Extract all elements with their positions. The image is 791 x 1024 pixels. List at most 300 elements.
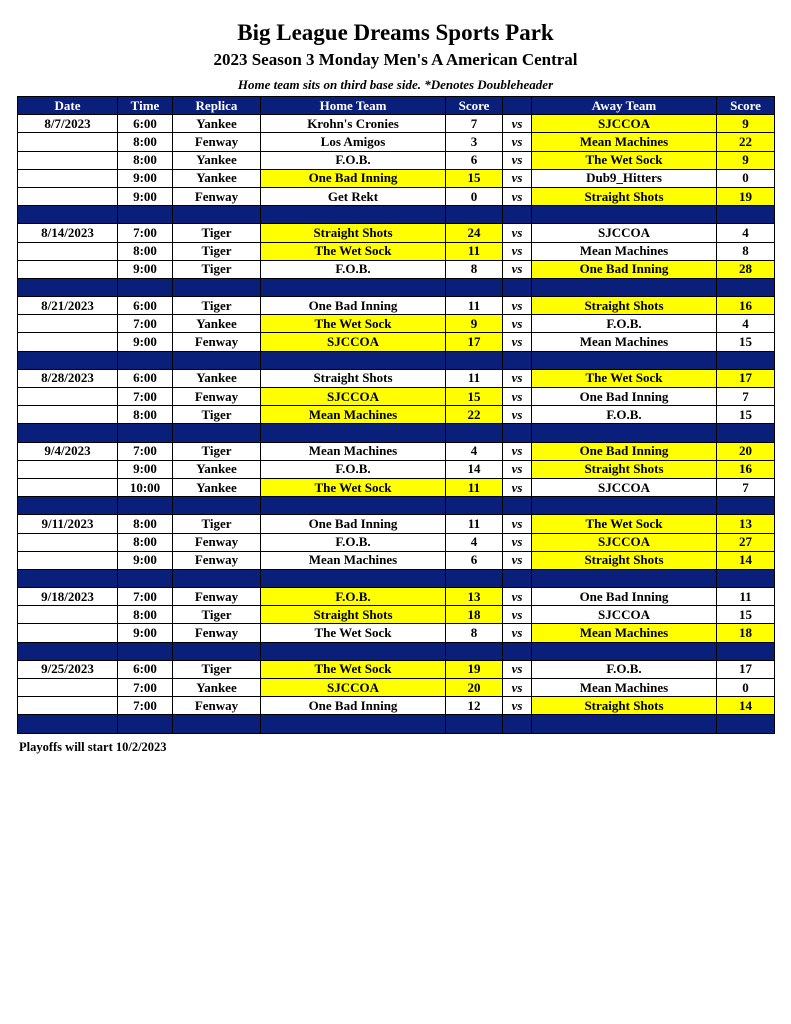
home-score-cell: 22 — [446, 406, 503, 424]
vs-cell: vs — [503, 260, 532, 278]
home-score-cell: 11 — [446, 369, 503, 387]
field-cell: Fenway — [173, 187, 261, 205]
separator-cell — [173, 715, 261, 733]
away-score-cell: 22 — [717, 133, 775, 151]
home-score-cell: 20 — [446, 679, 503, 697]
date-cell — [18, 388, 118, 406]
date-cell — [18, 169, 118, 187]
away-team-cell: SJCCOA — [532, 115, 717, 133]
separator-cell — [503, 715, 532, 733]
away-score-cell: 16 — [717, 297, 775, 315]
separator-cell — [18, 642, 118, 660]
separator-cell — [532, 424, 717, 442]
home-team-cell: SJCCOA — [261, 333, 446, 351]
game-row — [18, 242, 775, 260]
separator-cell — [717, 206, 775, 224]
away-score-cell: 9 — [717, 151, 775, 169]
vs-cell: vs — [503, 388, 532, 406]
time-cell: 6:00 — [118, 115, 173, 133]
week-separator — [18, 497, 775, 515]
vs-cell: vs — [503, 406, 532, 424]
field-cell: Yankee — [173, 315, 261, 333]
away-score-cell: 0 — [717, 169, 775, 187]
vs-cell: vs — [503, 588, 532, 606]
home-team-cell: The Wet Sock — [261, 660, 446, 678]
date-cell — [18, 406, 118, 424]
away-team-cell: Mean Machines — [532, 624, 717, 642]
separator-cell — [118, 715, 173, 733]
separator-cell — [446, 278, 503, 296]
vs-cell: vs — [503, 442, 532, 460]
home-score-cell: 11 — [446, 297, 503, 315]
vs-cell: vs — [503, 169, 532, 187]
time-cell: 10:00 — [118, 478, 173, 496]
date-cell: 9/25/2023 — [18, 660, 118, 678]
vs-cell: vs — [503, 679, 532, 697]
separator-cell — [18, 497, 118, 515]
home-team-cell: Straight Shots — [261, 224, 446, 242]
away-score-cell: 14 — [717, 551, 775, 569]
game-row — [18, 297, 775, 315]
home-team-cell: Los Amigos — [261, 133, 446, 151]
separator-cell — [717, 569, 775, 587]
time-cell: 9:00 — [118, 260, 173, 278]
home-team-cell: F.O.B. — [261, 460, 446, 478]
date-cell — [18, 187, 118, 205]
column-header-away-team: Away Team — [532, 97, 717, 115]
away-team-cell: Dub9_Hitters — [532, 169, 717, 187]
vs-cell: vs — [503, 660, 532, 678]
separator-cell — [18, 715, 118, 733]
game-row — [18, 406, 775, 424]
field-cell: Fenway — [173, 624, 261, 642]
week-separator — [18, 351, 775, 369]
home-score-cell: 9 — [446, 315, 503, 333]
week-separator — [18, 424, 775, 442]
game-row — [18, 442, 775, 460]
game-row — [18, 315, 775, 333]
separator-cell — [118, 569, 173, 587]
date-cell — [18, 697, 118, 715]
date-cell: 9/18/2023 — [18, 588, 118, 606]
time-cell: 7:00 — [118, 588, 173, 606]
vs-cell: vs — [503, 115, 532, 133]
home-score-cell: 14 — [446, 460, 503, 478]
separator-cell — [503, 278, 532, 296]
away-team-cell: Mean Machines — [532, 333, 717, 351]
away-score-cell: 14 — [717, 697, 775, 715]
home-score-cell: 12 — [446, 697, 503, 715]
home-team-cell: Mean Machines — [261, 442, 446, 460]
separator-cell — [173, 424, 261, 442]
time-cell: 8:00 — [118, 533, 173, 551]
separator-cell — [446, 497, 503, 515]
home-score-cell: 11 — [446, 242, 503, 260]
game-row — [18, 533, 775, 551]
away-score-cell: 15 — [717, 406, 775, 424]
game-row — [18, 260, 775, 278]
date-cell — [18, 624, 118, 642]
field-cell: Tiger — [173, 224, 261, 242]
home-team-cell: Krohn's Cronies — [261, 115, 446, 133]
time-cell: 7:00 — [118, 442, 173, 460]
date-cell — [18, 533, 118, 551]
field-cell: Fenway — [173, 388, 261, 406]
home-score-cell: 7 — [446, 115, 503, 133]
away-score-cell: 27 — [717, 533, 775, 551]
away-team-cell: One Bad Inning — [532, 588, 717, 606]
time-cell: 8:00 — [118, 406, 173, 424]
game-row — [18, 133, 775, 151]
time-cell: 9:00 — [118, 169, 173, 187]
game-row — [18, 551, 775, 569]
away-team-cell: One Bad Inning — [532, 442, 717, 460]
week-separator — [18, 569, 775, 587]
home-team-cell: F.O.B. — [261, 260, 446, 278]
time-cell: 8:00 — [118, 242, 173, 260]
away-team-cell: The Wet Sock — [532, 369, 717, 387]
vs-cell: vs — [503, 151, 532, 169]
field-cell: Yankee — [173, 151, 261, 169]
vs-cell: vs — [503, 297, 532, 315]
separator-cell — [446, 351, 503, 369]
home-team-cell: SJCCOA — [261, 388, 446, 406]
home-team-cell: SJCCOA — [261, 679, 446, 697]
home-team-cell: One Bad Inning — [261, 169, 446, 187]
week-separator — [18, 642, 775, 660]
week-separator — [18, 715, 775, 733]
separator-cell — [717, 351, 775, 369]
home-team-cell: F.O.B. — [261, 151, 446, 169]
away-score-cell: 7 — [717, 388, 775, 406]
away-score-cell: 28 — [717, 260, 775, 278]
date-cell — [18, 151, 118, 169]
separator-cell — [118, 497, 173, 515]
time-cell: 9:00 — [118, 333, 173, 351]
away-score-cell: 17 — [717, 660, 775, 678]
home-team-cell: F.O.B. — [261, 533, 446, 551]
header-row — [18, 97, 775, 115]
field-cell: Tiger — [173, 260, 261, 278]
field-cell: Tiger — [173, 606, 261, 624]
away-team-cell: Mean Machines — [532, 242, 717, 260]
away-team-cell: Mean Machines — [532, 679, 717, 697]
away-score-cell: 11 — [717, 588, 775, 606]
date-cell — [18, 133, 118, 151]
away-team-cell: SJCCOA — [532, 606, 717, 624]
away-score-cell: 15 — [717, 333, 775, 351]
time-cell: 6:00 — [118, 297, 173, 315]
separator-cell — [261, 278, 446, 296]
separator-cell — [18, 351, 118, 369]
column-header-time: Time — [118, 97, 173, 115]
home-team-cell: Mean Machines — [261, 406, 446, 424]
game-row — [18, 697, 775, 715]
home-team-cell: Get Rekt — [261, 187, 446, 205]
time-cell: 6:00 — [118, 369, 173, 387]
field-cell: Fenway — [173, 333, 261, 351]
separator-cell — [18, 278, 118, 296]
separator-cell — [118, 206, 173, 224]
separator-cell — [717, 497, 775, 515]
date-cell: 8/21/2023 — [18, 297, 118, 315]
field-cell: Yankee — [173, 460, 261, 478]
separator-cell — [446, 642, 503, 660]
game-row — [18, 588, 775, 606]
home-team-cell: The Wet Sock — [261, 315, 446, 333]
home-score-cell: 0 — [446, 187, 503, 205]
game-row — [18, 679, 775, 697]
field-cell: Fenway — [173, 551, 261, 569]
vs-cell: vs — [503, 187, 532, 205]
game-row — [18, 460, 775, 478]
away-score-cell: 13 — [717, 515, 775, 533]
game-row — [18, 333, 775, 351]
separator-cell — [532, 642, 717, 660]
separator-cell — [261, 569, 446, 587]
schedule-body — [18, 115, 775, 733]
date-cell — [18, 679, 118, 697]
game-row — [18, 515, 775, 533]
vs-cell: vs — [503, 224, 532, 242]
separator-cell — [261, 715, 446, 733]
separator-cell — [446, 424, 503, 442]
game-row — [18, 660, 775, 678]
separator-cell — [446, 715, 503, 733]
separator-cell — [532, 569, 717, 587]
date-cell — [18, 551, 118, 569]
away-score-cell: 8 — [717, 242, 775, 260]
separator-cell — [446, 206, 503, 224]
home-team-cell: Straight Shots — [261, 369, 446, 387]
separator-cell — [173, 642, 261, 660]
field-cell: Tiger — [173, 297, 261, 315]
date-cell: 9/4/2023 — [18, 442, 118, 460]
separator-cell — [503, 424, 532, 442]
separator-cell — [717, 278, 775, 296]
home-team-cell: One Bad Inning — [261, 515, 446, 533]
week-separator — [18, 206, 775, 224]
home-team-cell: F.O.B. — [261, 588, 446, 606]
home-team-cell: Straight Shots — [261, 606, 446, 624]
time-cell: 6:00 — [118, 660, 173, 678]
schedule-note: Home team sits on third base side. *Denotes Doubleheader — [237, 77, 554, 92]
field-cell: Tiger — [173, 660, 261, 678]
game-row — [18, 224, 775, 242]
field-cell: Tiger — [173, 406, 261, 424]
away-score-cell: 20 — [717, 442, 775, 460]
vs-cell: vs — [503, 533, 532, 551]
game-row — [18, 624, 775, 642]
week-separator — [18, 278, 775, 296]
separator-cell — [503, 569, 532, 587]
away-score-cell: 15 — [717, 606, 775, 624]
time-cell: 7:00 — [118, 224, 173, 242]
home-team-cell: The Wet Sock — [261, 478, 446, 496]
away-team-cell: SJCCOA — [532, 478, 717, 496]
separator-cell — [532, 206, 717, 224]
vs-cell: vs — [503, 606, 532, 624]
vs-cell: vs — [503, 478, 532, 496]
separator-cell — [173, 351, 261, 369]
field-cell: Tiger — [173, 515, 261, 533]
time-cell: 7:00 — [118, 388, 173, 406]
home-team-cell: One Bad Inning — [261, 697, 446, 715]
away-score-cell: 0 — [717, 679, 775, 697]
vs-cell: vs — [503, 624, 532, 642]
time-cell: 9:00 — [118, 460, 173, 478]
separator-cell — [261, 642, 446, 660]
separator-cell — [503, 642, 532, 660]
game-row — [18, 478, 775, 496]
separator-cell — [173, 497, 261, 515]
separator-cell — [118, 424, 173, 442]
home-score-cell: 17 — [446, 333, 503, 351]
column-header-replica: Replica — [173, 97, 261, 115]
separator-cell — [261, 351, 446, 369]
away-team-cell: F.O.B. — [532, 315, 717, 333]
field-cell: Yankee — [173, 169, 261, 187]
home-team-cell: Mean Machines — [261, 551, 446, 569]
away-team-cell: Straight Shots — [532, 697, 717, 715]
column-header-away-score: Score — [717, 97, 775, 115]
away-score-cell: 9 — [717, 115, 775, 133]
field-cell: Fenway — [173, 533, 261, 551]
game-row — [18, 115, 775, 133]
date-cell: 9/11/2023 — [18, 515, 118, 533]
time-cell: 8:00 — [118, 151, 173, 169]
away-score-cell: 18 — [717, 624, 775, 642]
field-cell: Fenway — [173, 697, 261, 715]
separator-cell — [532, 715, 717, 733]
game-row — [18, 369, 775, 387]
home-score-cell: 4 — [446, 442, 503, 460]
field-cell: Yankee — [173, 115, 261, 133]
vs-cell: vs — [503, 369, 532, 387]
date-cell — [18, 606, 118, 624]
away-team-cell: Straight Shots — [532, 187, 717, 205]
away-team-cell: One Bad Inning — [532, 388, 717, 406]
separator-cell — [118, 278, 173, 296]
game-row — [18, 151, 775, 169]
away-score-cell: 4 — [717, 224, 775, 242]
away-score-cell: 19 — [717, 187, 775, 205]
home-score-cell: 11 — [446, 515, 503, 533]
vs-cell: vs — [503, 315, 532, 333]
separator-cell — [261, 206, 446, 224]
vs-cell: vs — [503, 551, 532, 569]
home-score-cell: 3 — [446, 133, 503, 151]
home-score-cell: 11 — [446, 478, 503, 496]
page-subtitle: 2023 Season 3 Monday Men's A American Central — [213, 50, 578, 69]
away-team-cell: SJCCOA — [532, 533, 717, 551]
separator-cell — [717, 424, 775, 442]
separator-cell — [446, 569, 503, 587]
separator-cell — [18, 569, 118, 587]
time-cell: 9:00 — [118, 624, 173, 642]
separator-cell — [503, 206, 532, 224]
away-team-cell: Mean Machines — [532, 133, 717, 151]
column-header-vs — [503, 97, 532, 115]
away-team-cell: Straight Shots — [532, 460, 717, 478]
time-cell: 9:00 — [118, 187, 173, 205]
time-cell: 8:00 — [118, 606, 173, 624]
field-cell: Yankee — [173, 369, 261, 387]
home-team-cell: The Wet Sock — [261, 242, 446, 260]
separator-cell — [532, 278, 717, 296]
separator-cell — [532, 497, 717, 515]
separator-cell — [532, 351, 717, 369]
separator-cell — [261, 497, 446, 515]
away-team-cell: The Wet Sock — [532, 151, 717, 169]
time-cell: 7:00 — [118, 315, 173, 333]
home-score-cell: 15 — [446, 169, 503, 187]
separator-cell — [717, 642, 775, 660]
time-cell: 9:00 — [118, 551, 173, 569]
home-score-cell: 6 — [446, 551, 503, 569]
separator-cell — [503, 351, 532, 369]
away-team-cell: Straight Shots — [532, 297, 717, 315]
away-team-cell: SJCCOA — [532, 224, 717, 242]
time-cell: 8:00 — [118, 133, 173, 151]
game-row — [18, 187, 775, 205]
home-score-cell: 4 — [446, 533, 503, 551]
away-team-cell: F.O.B. — [532, 406, 717, 424]
home-score-cell: 15 — [446, 388, 503, 406]
field-cell: Fenway — [173, 588, 261, 606]
home-score-cell: 18 — [446, 606, 503, 624]
time-cell: 8:00 — [118, 515, 173, 533]
game-row — [18, 169, 775, 187]
away-team-cell: F.O.B. — [532, 660, 717, 678]
home-score-cell: 8 — [446, 260, 503, 278]
field-cell: Tiger — [173, 442, 261, 460]
schedule-table — [17, 96, 775, 734]
date-cell — [18, 460, 118, 478]
home-team-cell: The Wet Sock — [261, 624, 446, 642]
home-score-cell: 13 — [446, 588, 503, 606]
away-score-cell: 16 — [717, 460, 775, 478]
away-team-cell: One Bad Inning — [532, 260, 717, 278]
time-cell: 7:00 — [118, 679, 173, 697]
date-cell — [18, 242, 118, 260]
game-row — [18, 388, 775, 406]
separator-cell — [118, 642, 173, 660]
separator-cell — [173, 206, 261, 224]
away-score-cell: 4 — [717, 315, 775, 333]
separator-cell — [503, 497, 532, 515]
separator-cell — [173, 569, 261, 587]
column-header-home-score: Score — [446, 97, 503, 115]
date-cell: 8/28/2023 — [18, 369, 118, 387]
time-cell: 7:00 — [118, 697, 173, 715]
game-row — [18, 606, 775, 624]
separator-cell — [18, 206, 118, 224]
away-score-cell: 17 — [717, 369, 775, 387]
date-cell: 8/7/2023 — [18, 115, 118, 133]
playoffs-note: Playoffs will start 10/2/2023 — [19, 740, 167, 754]
field-cell: Tiger — [173, 242, 261, 260]
field-cell: Yankee — [173, 478, 261, 496]
away-team-cell: Straight Shots — [532, 551, 717, 569]
separator-cell — [173, 278, 261, 296]
date-cell — [18, 478, 118, 496]
separator-cell — [18, 424, 118, 442]
vs-cell: vs — [503, 697, 532, 715]
home-score-cell: 6 — [446, 151, 503, 169]
date-cell — [18, 333, 118, 351]
separator-cell — [717, 715, 775, 733]
